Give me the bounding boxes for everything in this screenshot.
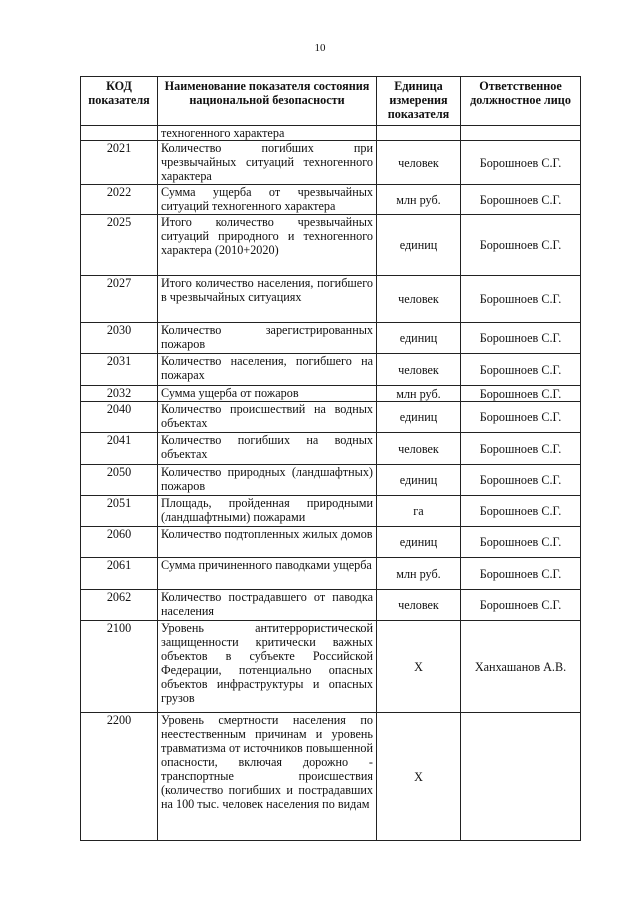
- table-row: [81, 465, 581, 496]
- row-person: Борошноев С.Г.: [461, 433, 581, 465]
- row-person: Борошноев С.Г.: [461, 558, 581, 590]
- row-name: Итого количество населения, погибшего в чрезвычайных ситуациях: [158, 276, 377, 323]
- row-unit: млн руб.: [377, 386, 461, 402]
- row-name: Количество происшествий на водных объектах: [158, 402, 377, 433]
- row-person: Борошноев С.Г.: [461, 141, 581, 185]
- row-name: Количество зарегистрированных пожаров: [158, 323, 377, 354]
- row-name: Сумма ущерба от чрезвычайных ситуаций техногенного характера: [158, 185, 377, 215]
- row-unit: человек: [377, 354, 461, 386]
- row-unit: человек: [377, 276, 461, 323]
- row-name: Количество пострадавшего от паводка населения: [158, 590, 377, 621]
- header-name: Наименование показателя состояния национальной безопасности: [158, 77, 377, 126]
- header-person: Ответственное должностное лицо: [461, 77, 581, 126]
- row-unit: человек: [377, 590, 461, 621]
- row-unit: человек: [377, 141, 461, 185]
- table-row: [81, 141, 581, 185]
- row-code: 2062: [81, 590, 158, 621]
- row-person: Борошноев С.Г.: [461, 323, 581, 354]
- row-name: Количество погибших на водных объектах: [158, 433, 377, 465]
- row-unit: [377, 126, 461, 141]
- row-code: 2040: [81, 402, 158, 433]
- row-unit: единиц: [377, 402, 461, 433]
- row-code: 2061: [81, 558, 158, 590]
- row-name: Сумма причиненного паводками ущерба: [158, 558, 377, 590]
- row-person: Борошноев С.Г.: [461, 465, 581, 496]
- row-person: Ханхашанов А.В.: [461, 621, 581, 713]
- row-name: Сумма ущерба от пожаров: [158, 386, 377, 402]
- header-unit: Единица измерения показателя: [377, 77, 461, 126]
- row-person: Борошноев С.Г.: [461, 276, 581, 323]
- page-number: 10: [314, 42, 326, 54]
- row-code: 2032: [81, 386, 158, 402]
- table-row: [81, 402, 581, 433]
- table-row: [81, 215, 581, 276]
- row-code: 2100: [81, 621, 158, 713]
- indicators-table: [80, 76, 581, 841]
- row-code: 2030: [81, 323, 158, 354]
- row-name: Площадь, пройденная природными (ландшафтными) пожарами: [158, 496, 377, 527]
- table-row: [81, 558, 581, 590]
- row-unit: единиц: [377, 465, 461, 496]
- row-name: Уровень антитеррористической защищенности критически важных объектов в субъекте Российской Федерации, потенциально опасных объектов инфраструктуры и опасных грузов: [158, 621, 377, 713]
- row-code: 2027: [81, 276, 158, 323]
- row-person: Борошноев С.Г.: [461, 354, 581, 386]
- row-name: Количество подтопленных жилых домов: [158, 527, 377, 558]
- table-row: [81, 527, 581, 558]
- row-name: Количество населения, погибшего на пожарах: [158, 354, 377, 386]
- table-row: [81, 126, 581, 141]
- row-code: 2060: [81, 527, 158, 558]
- row-code: 2050: [81, 465, 158, 496]
- table-row: [81, 323, 581, 354]
- row-unit: млн руб.: [377, 185, 461, 215]
- row-person: Борошноев С.Г.: [461, 402, 581, 433]
- row-unit: Х: [377, 621, 461, 713]
- row-person: [461, 713, 581, 841]
- row-name: Количество природных (ландшафтных) пожаров: [158, 465, 377, 496]
- row-person: Борошноев С.Г.: [461, 527, 581, 558]
- row-code: [81, 126, 158, 141]
- table-header-row: [81, 77, 581, 126]
- row-code: 2021: [81, 141, 158, 185]
- row-code: 2031: [81, 354, 158, 386]
- table-row: [81, 433, 581, 465]
- table-row: [81, 354, 581, 386]
- row-person: Борошноев С.Г.: [461, 386, 581, 402]
- row-name: техногенного характера: [158, 126, 377, 141]
- row-name: Итого количество чрезвычайных ситуаций природного и техногенного характера (2010+2020): [158, 215, 377, 276]
- row-unit: единиц: [377, 215, 461, 276]
- row-person: Борошноев С.Г.: [461, 185, 581, 215]
- row-name: Уровень смертности населения по неестественным причинам и уровень травматизма от источников повышенной опасности, включая дорожно - транспортные происшествия (количество погибших и пострадавших на 100 тыс. человек населения по видам: [158, 713, 377, 841]
- table-row: [81, 386, 581, 402]
- row-person: Борошноев С.Г.: [461, 496, 581, 527]
- row-code: 2041: [81, 433, 158, 465]
- row-person: Борошноев С.Г.: [461, 215, 581, 276]
- row-unit: Х: [377, 713, 461, 841]
- row-code: 2025: [81, 215, 158, 276]
- row-name: Количество погибших при чрезвычайных ситуаций техногенного характера: [158, 141, 377, 185]
- row-code: 2200: [81, 713, 158, 841]
- table-row: [81, 621, 581, 713]
- row-unit: единиц: [377, 323, 461, 354]
- table-row: [81, 276, 581, 323]
- table-row: [81, 496, 581, 527]
- row-person: [461, 126, 581, 141]
- header-code: КОД показателя: [81, 77, 158, 126]
- row-code: 2022: [81, 185, 158, 215]
- row-unit: га: [377, 496, 461, 527]
- row-code: 2051: [81, 496, 158, 527]
- row-unit: млн руб.: [377, 558, 461, 590]
- table-row: [81, 590, 581, 621]
- table-row: [81, 185, 581, 215]
- row-unit: единиц: [377, 527, 461, 558]
- row-unit: человек: [377, 433, 461, 465]
- row-person: Борошноев С.Г.: [461, 590, 581, 621]
- table-row: [81, 713, 581, 841]
